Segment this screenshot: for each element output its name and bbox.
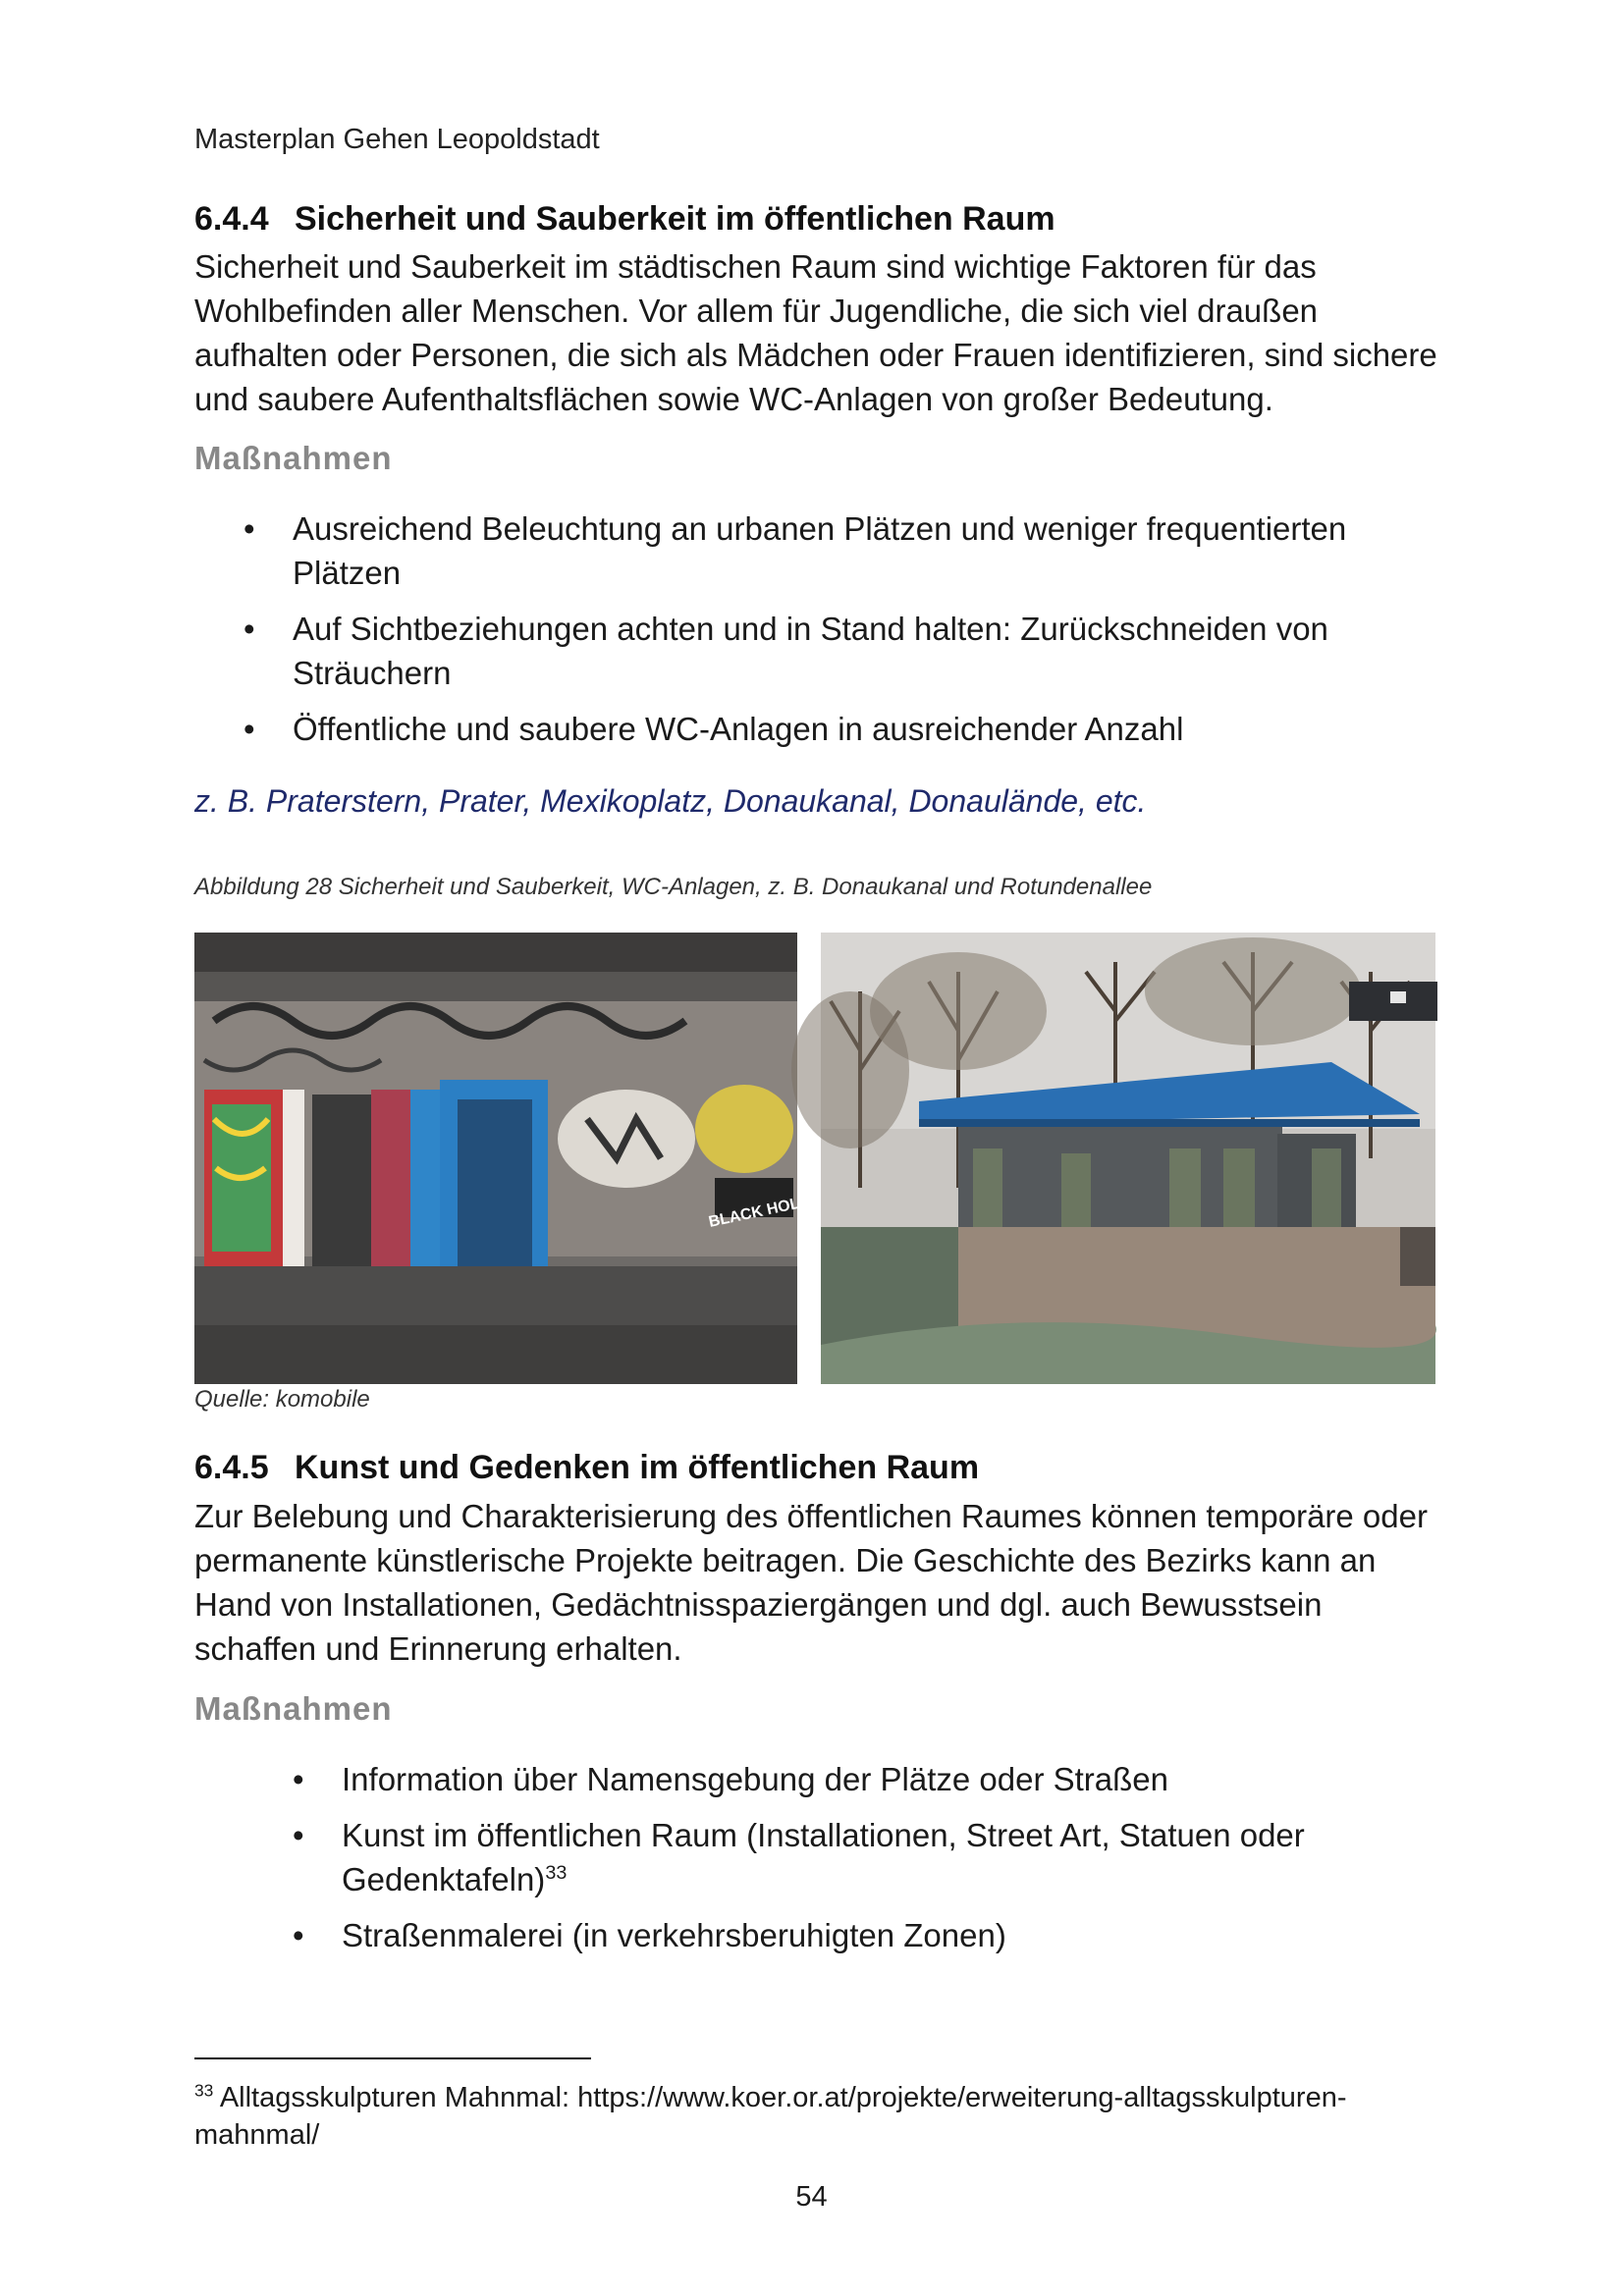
section-heading-644 [194,200,1055,239]
section-number: 6.4.4 [194,200,269,238]
figure-caption: Abbildung 28 Sicherheit und Sauberkeit, WC-Anlagen, z. B. Donaukanal und Rotundenallee [194,874,1153,900]
measures-list [243,507,1432,763]
page-number: 54 [795,2181,828,2213]
measures-heading: Maßnahmen [194,440,393,476]
footnote-text[interactable]: Alltagsskulpturen Mahnmal: https://www.koer.or.at/projekte/erweiterung-alltagsskulpturen-mahnmal/ [194,2082,1347,2151]
footnote-number: 33 [194,2080,214,2101]
list-item: • Auf Sichtbeziehungen achten und in Stand halten: Zurückschneiden von Sträuchern [293,607,1432,695]
list-item: • Straßenmalerei (in verkehrsberuhigten Zonen) [342,1913,1432,1957]
photo-rotundenallee-illustration [821,933,1435,1384]
running-header: Masterplan Gehen Leopoldstadt [194,124,600,155]
example-places: z. B. Praterstern, Prater, Mexikoplatz, Donaukanal, Donaulände, etc. [194,783,1147,819]
section-paragraph: Zur Belebung und Charakterisierung des öffentlichen Raumes können temporäre oder permanente künstlerische Projekte beitragen. Die Geschichte des Bezirks kann an Hand von Installationen, Gedächtnisspaziergängen und dgl. auch Bewusstsein schaffen und Erinnerung erhalten. [194,1498,1428,1667]
footnote-ref[interactable]: 33 [545,1862,568,1884]
bullet-icon: • [293,1917,304,1953]
photo-donaukanal-illustration [194,933,812,1384]
list-item: • Kunst im öffentlichen Raum (Installationen, Street Art, Statuen oder Gedenktafeln)$^{33}$ [342,1813,1432,1901]
bullet-icon: • [293,1761,304,1797]
figure-source: Quelle: komobile [194,1386,370,1413]
photo-rotundenallee-wc [821,933,1435,1384]
graffiti-sign: BLACK HOLE [707,1193,812,1231]
bullet-icon: • [293,1817,304,1853]
footnote [194,2079,1461,2154]
section-title: Sicherheit und Sauberkeit im öffentlichen Raum [295,200,1055,238]
measures-list [293,1757,1432,1969]
bullet-icon: • [243,711,255,747]
bullet-icon: • [243,611,255,647]
section-number: 6.4.5 [194,1449,269,1486]
photo-donaukanal-wc [194,933,812,1384]
section-title: Kunst und Gedenken im öffentlichen Raum [295,1449,980,1486]
bullet-icon: • [243,510,255,547]
section-paragraph: Sicherheit und Sauberkeit im städtischen Raum sind wichtige Faktoren für das Wohlbefinden aller Menschen. Vor allem für Jugendliche, die sich viel draußen aufhalten oder Personen, die sich als Mädchen oder Frauen identifizieren, sind sichere und saubere Aufenthaltsflächen sowie WC-Anlagen von großer Bedeutung. [194,248,1437,417]
list-item: • Öffentliche und saubere WC-Anlagen in ausreichender Anzahl [293,707,1432,751]
list-item: • Information über Namensgebung der Plätze oder Straßen [342,1757,1432,1801]
list-item: • Ausreichend Beleuchtung an urbanen Plätzen und weniger frequentierten Plätzen [293,507,1432,595]
section-heading-645 [194,1449,979,1487]
measures-heading: Maßnahmen [194,1690,393,1727]
footnote-separator [194,2057,591,2059]
